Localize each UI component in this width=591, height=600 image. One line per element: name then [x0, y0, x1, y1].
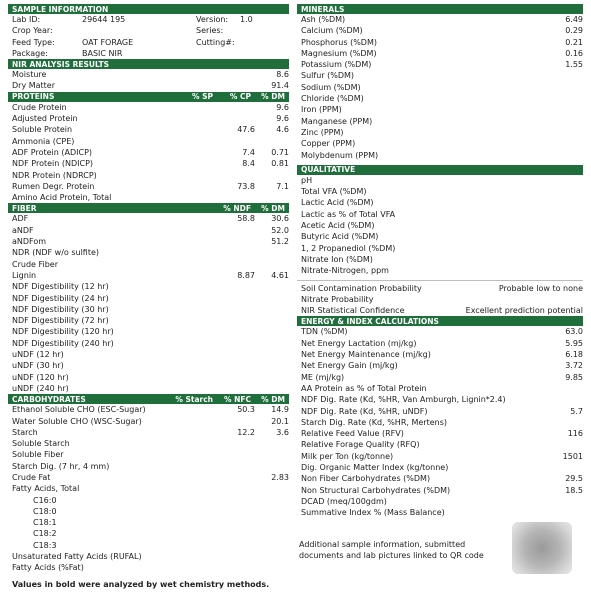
row-label: C18:3: [33, 540, 57, 550]
row-label: Sodium (%DM): [301, 82, 361, 92]
table-row: [297, 93, 583, 104]
row-label: Nitrate-Nitrogen, ppm: [301, 266, 389, 276]
row-value: 1.55: [565, 60, 583, 70]
table-row: [8, 449, 289, 460]
nir-analysis-header: NIR ANALYSIS RESULTS: [8, 59, 289, 69]
table-row: [297, 485, 583, 496]
nir-analysis-results: [8, 69, 289, 92]
row-value: 5.95: [565, 338, 583, 348]
row-label: TDN (%DM): [301, 327, 348, 337]
row-label: Relative Feed Value (RFV): [301, 429, 404, 439]
table-row: [8, 304, 289, 315]
fiber-header: FIBER % NDF % DM: [8, 203, 289, 213]
row-label: Milk per Ton (kg/tonne): [301, 451, 394, 461]
row-value: 52.0: [271, 225, 289, 235]
row-value: 6.18: [565, 350, 583, 360]
row-label: Relative Forage Quality (RFQ): [301, 440, 420, 450]
table-row: [297, 14, 583, 25]
row-value: 50.3: [237, 405, 255, 415]
table-row: [8, 472, 289, 483]
sample-field-label: Series:: [196, 26, 224, 36]
row-label: 1, 2 Propanediol (%DM): [301, 243, 396, 253]
table-row: [297, 82, 583, 93]
row-label: ADF: [12, 214, 29, 224]
row-label: aNDFom: [12, 237, 47, 247]
table-row: [297, 349, 583, 360]
row-label: Nitrate Ion (%DM): [301, 254, 373, 264]
row-label: Fatty Acids, Total: [12, 484, 80, 494]
row-label: ADF Protein (ADICP): [12, 147, 93, 157]
table-row: [297, 48, 583, 59]
row-label: Starch: [12, 427, 38, 437]
row-label: pH: [301, 175, 313, 185]
row-label: AA Protein as % of Total Protein: [301, 383, 427, 393]
row-label: Soluble Fiber: [12, 450, 64, 460]
row-label: C18:2: [33, 529, 57, 539]
table-row: [297, 383, 583, 394]
table-row: [297, 283, 583, 294]
minerals-header: MINERALS: [297, 4, 583, 14]
sample-field-label: Lab ID:: [12, 15, 41, 24]
sample-information: [8, 14, 289, 59]
table-row: [8, 225, 289, 236]
table-row: [8, 360, 289, 371]
row-value: 14.9: [271, 405, 289, 415]
row-label: Iron (PPM): [301, 105, 342, 115]
row-value: 116: [567, 429, 583, 439]
row-label: NDF Digestibility (24 hr): [12, 293, 109, 303]
sample-field-label: Crop Year:: [12, 26, 53, 36]
table-row: [297, 116, 583, 127]
row-value: 0.81: [271, 159, 289, 169]
energy-index-table: [297, 326, 583, 518]
row-label: Chloride (%DM): [301, 94, 364, 104]
row-label: Soluble Protein: [12, 125, 73, 135]
row-label: uNDF (30 hr): [12, 361, 64, 371]
row-value: 7.4: [242, 147, 255, 157]
table-row: [297, 70, 583, 81]
row-label: Summative Index % (Mass Balance): [301, 508, 445, 518]
row-label: Lactic as % of Total VFA: [301, 209, 396, 219]
table-row: [8, 158, 289, 169]
sample-info-row: [8, 48, 289, 59]
table-row: [8, 259, 289, 270]
table-row: [8, 192, 289, 203]
proteins-header: PROTEINS % SP % CP % DM: [8, 92, 289, 102]
table-row: [8, 236, 289, 247]
row-label: Ethanol Soluble CHO (ESC-Sugar): [12, 405, 146, 415]
row-label: NDF Dig. Rate (Kd, %HR, uNDF): [301, 406, 428, 416]
row-value: 58.8: [237, 214, 255, 224]
row-label: Calcium (%DM): [301, 26, 363, 36]
row-label: C18:1: [33, 518, 57, 528]
row-value: 9.6: [276, 114, 289, 124]
table-row: [297, 186, 583, 197]
table-row: [297, 451, 583, 462]
row-label: uNDF (240 hr): [12, 383, 69, 393]
row-value: 47.6: [237, 125, 255, 135]
table-row: [8, 562, 289, 573]
row-value: 0.16: [565, 48, 583, 58]
row-label: NIR Statistical Confidence: [301, 306, 405, 316]
sample-information-header: SAMPLE INFORMATION: [8, 4, 289, 14]
row-value: 20.1: [271, 416, 289, 426]
row-label: Soluble Starch: [12, 439, 70, 449]
row-label: Net Energy Gain (mj/kg): [301, 361, 398, 371]
row-value: 18.5: [565, 485, 583, 495]
table-row: [297, 417, 583, 428]
row-label: uNDF (12 hr): [12, 350, 64, 360]
qualitative-divider: [297, 280, 583, 281]
row-label: Butyric Acid (%DM): [301, 232, 379, 242]
row-value: 91.4: [271, 81, 289, 91]
table-row: [297, 428, 583, 439]
table-row: [8, 372, 289, 383]
row-label: NDF Digestibility (30 hr): [12, 304, 109, 314]
table-row: [297, 37, 583, 48]
row-value: Excellent prediction potential: [465, 306, 583, 316]
row-label: Crude Fat: [12, 472, 51, 482]
row-label: Moisture: [12, 70, 47, 80]
sample-field-value: BASIC NIR: [82, 48, 123, 58]
table-row: [297, 150, 583, 161]
row-value: 0.21: [565, 37, 583, 47]
row-label: Zinc (PPM): [301, 127, 344, 137]
row-label: Crude Fiber: [12, 259, 59, 269]
row-label: Soil Contamination Probability: [301, 283, 422, 293]
table-row: [297, 231, 583, 242]
table-row: [8, 349, 289, 360]
row-label: uNDF (120 hr): [12, 372, 69, 382]
row-value: 3.72: [565, 361, 583, 371]
table-row: [297, 209, 583, 220]
row-label: NDF Digestibility (240 hr): [12, 338, 114, 348]
table-row: [8, 80, 289, 91]
row-label: Molybdenum (PPM): [301, 150, 379, 160]
table-row: [8, 517, 289, 528]
table-row: [297, 254, 583, 265]
row-label: Crude Protein: [12, 102, 67, 112]
table-row: [297, 496, 583, 507]
row-label: ME (mj/kg): [301, 372, 345, 382]
table-row: [8, 270, 289, 281]
sample-field-label: Version:: [196, 15, 229, 24]
table-row: [8, 528, 289, 539]
row-value: 30.6: [271, 214, 289, 224]
table-row: [8, 540, 289, 551]
table-row: [8, 69, 289, 80]
row-value: 73.8: [237, 181, 255, 191]
table-row: [297, 462, 583, 473]
row-label: Dry Matter: [12, 81, 56, 91]
sample-info-row: [8, 14, 289, 25]
table-row: [8, 281, 289, 292]
energy-index-header: ENERGY & INDEX CALCULATIONS: [297, 316, 583, 326]
table-row: [297, 394, 583, 405]
row-value: 3.6: [276, 427, 289, 437]
table-row: [8, 416, 289, 427]
table-row: [8, 438, 289, 449]
table-row: [297, 294, 583, 305]
sample-info-row: [8, 37, 289, 48]
row-label: Total VFA (%DM): [301, 187, 367, 197]
minerals-table: [297, 14, 583, 161]
table-row: [8, 338, 289, 349]
table-row: [297, 338, 583, 349]
row-value: 0.71: [271, 147, 289, 157]
table-row: [8, 113, 289, 124]
row-label: Dig. Organic Matter Index (kg/tonne): [301, 462, 449, 472]
table-row: [297, 175, 583, 186]
table-row: [8, 293, 289, 304]
row-label: NDF Protein (NDICP): [12, 159, 94, 169]
table-row: [8, 315, 289, 326]
table-row: [297, 439, 583, 450]
row-label: Nitrate Probability: [301, 294, 374, 304]
row-label: Net Energy Lactation (mj/kg): [301, 338, 417, 348]
table-row: [297, 406, 583, 417]
additional-info-note: Additional sample information, submitted documents and lab pictures linked to QR code: [299, 540, 484, 560]
row-value: 9.6: [276, 102, 289, 112]
table-row: [8, 136, 289, 147]
table-row: [297, 473, 583, 484]
wet-chemistry-footnote: Values in bold were analyzed by wet chemistry methods.: [12, 580, 270, 589]
table-row: [8, 213, 289, 224]
row-label: Rumen Degr. Protein: [12, 181, 95, 191]
table-row: [297, 104, 583, 115]
table-row: [8, 483, 289, 494]
table-row: [297, 360, 583, 371]
left-column: [8, 4, 289, 574]
sample-field-value: 29644 195: [82, 15, 126, 24]
sample-field-label: Package:: [12, 48, 48, 58]
row-label: Water Soluble CHO (WSC-Sugar): [12, 416, 142, 426]
row-label: Magnesium (%DM): [301, 48, 377, 58]
fiber-table: [8, 213, 289, 394]
row-value: 51.2: [271, 237, 289, 247]
table-row: [8, 247, 289, 258]
row-label: C16:0: [33, 495, 57, 505]
row-label: Amino Acid Protein, Total: [12, 193, 112, 203]
carbohydrates-table: [8, 404, 289, 573]
table-row: [297, 127, 583, 138]
row-value: 4.61: [271, 270, 289, 280]
row-label: Ammonia (CPE): [12, 136, 75, 146]
row-label: NDF Dig. Rate (Kd, %HR, Van Amburgh, Lignin*2.4): [301, 395, 506, 405]
proteins-table: [8, 102, 289, 204]
table-row: [297, 220, 583, 231]
row-value: 4.6: [276, 125, 289, 135]
row-label: Manganese (PPM): [301, 116, 373, 126]
sample-field-value: OAT FORAGE: [82, 37, 134, 47]
table-row: [297, 59, 583, 70]
row-label: DCAD (meq/100gdm): [301, 496, 387, 506]
right-column: [297, 4, 583, 518]
qualitative-probabilities: [297, 283, 583, 317]
row-value: 8.6: [276, 70, 289, 80]
row-label: Sulfur (%DM): [301, 71, 354, 81]
table-row: [8, 170, 289, 181]
table-row: [297, 507, 583, 518]
row-label: Fatty Acids (%Fat): [12, 563, 84, 573]
row-value: 8.87: [237, 270, 255, 280]
table-row: [8, 495, 289, 506]
row-value: Probable low to none: [498, 283, 583, 293]
row-value: 5.7: [570, 406, 583, 416]
qualitative-header: QUALITATIVE: [297, 165, 583, 175]
table-row: [8, 551, 289, 562]
row-value: 6.49: [565, 15, 583, 24]
row-value: 2.83: [271, 472, 289, 482]
sample-info-row: [8, 25, 289, 36]
carbohydrates-header: CARBOHYDRATES % Starch % NFC % DM: [8, 394, 289, 404]
row-value: 7.1: [276, 181, 289, 191]
row-label: NDF Digestibility (72 hr): [12, 316, 109, 326]
table-row: [297, 372, 583, 383]
table-row: [297, 197, 583, 208]
row-label: Non Fiber Carbohydrates (%DM): [301, 474, 431, 484]
row-value: 63.0: [565, 327, 583, 337]
sample-field-value: 1.0: [240, 15, 253, 24]
row-label: Phosphorus (%DM): [301, 37, 377, 47]
row-label: Copper (PPM): [301, 139, 356, 149]
table-row: [8, 427, 289, 438]
row-label: C18:0: [33, 506, 57, 516]
row-value: 9.85: [565, 372, 583, 382]
table-row: [297, 243, 583, 254]
row-value: 8.4: [242, 159, 255, 169]
table-row: [297, 265, 583, 276]
row-label: NDR Protein (NDRCP): [12, 170, 97, 180]
row-label: Net Energy Maintenance (mj/kg): [301, 350, 431, 360]
sample-field-label: Feed Type:: [12, 37, 55, 47]
table-row: [8, 461, 289, 472]
row-label: Non Structural Carbohydrates (%DM): [301, 485, 451, 495]
sample-field-label: Cutting#:: [196, 37, 235, 47]
row-value: 1501: [562, 451, 583, 461]
row-label: Unsaturated Fatty Acids (RUFAL): [12, 552, 142, 562]
row-label: Adjusted Protein: [12, 114, 78, 124]
table-row: [297, 326, 583, 337]
row-value: 0.29: [565, 26, 583, 36]
table-row: [8, 506, 289, 517]
row-label: aNDF: [12, 225, 34, 235]
table-row: [297, 25, 583, 36]
row-label: NDF Digestibility (120 hr): [12, 327, 114, 337]
table-row: [8, 326, 289, 337]
table-row: [8, 181, 289, 192]
row-label: Lactic Acid (%DM): [301, 198, 374, 208]
qualitative-table: [297, 175, 583, 277]
row-value: 12.2: [237, 427, 255, 437]
table-row: [297, 305, 583, 316]
row-label: Potassium (%DM): [301, 60, 372, 70]
table-row: [8, 383, 289, 394]
row-label: Acetic Acid (%DM): [301, 221, 375, 231]
row-label: NDF Digestibility (12 hr): [12, 282, 109, 292]
row-label: Ash (%DM): [301, 15, 346, 24]
table-row: [8, 102, 289, 113]
row-label: Starch Dig. (7 hr, 4 mm): [12, 461, 110, 471]
qr-code-image[interactable]: [512, 522, 572, 574]
row-label: NDR (NDF w/o sulfite): [12, 248, 100, 258]
table-row: [8, 404, 289, 415]
row-label: Starch Dig. Rate (Kd, %HR, Mertens): [301, 417, 447, 427]
table-row: [297, 138, 583, 149]
row-label: Lignin: [12, 270, 37, 280]
row-value: 29.5: [565, 474, 583, 484]
table-row: [8, 124, 289, 135]
table-row: [8, 147, 289, 158]
